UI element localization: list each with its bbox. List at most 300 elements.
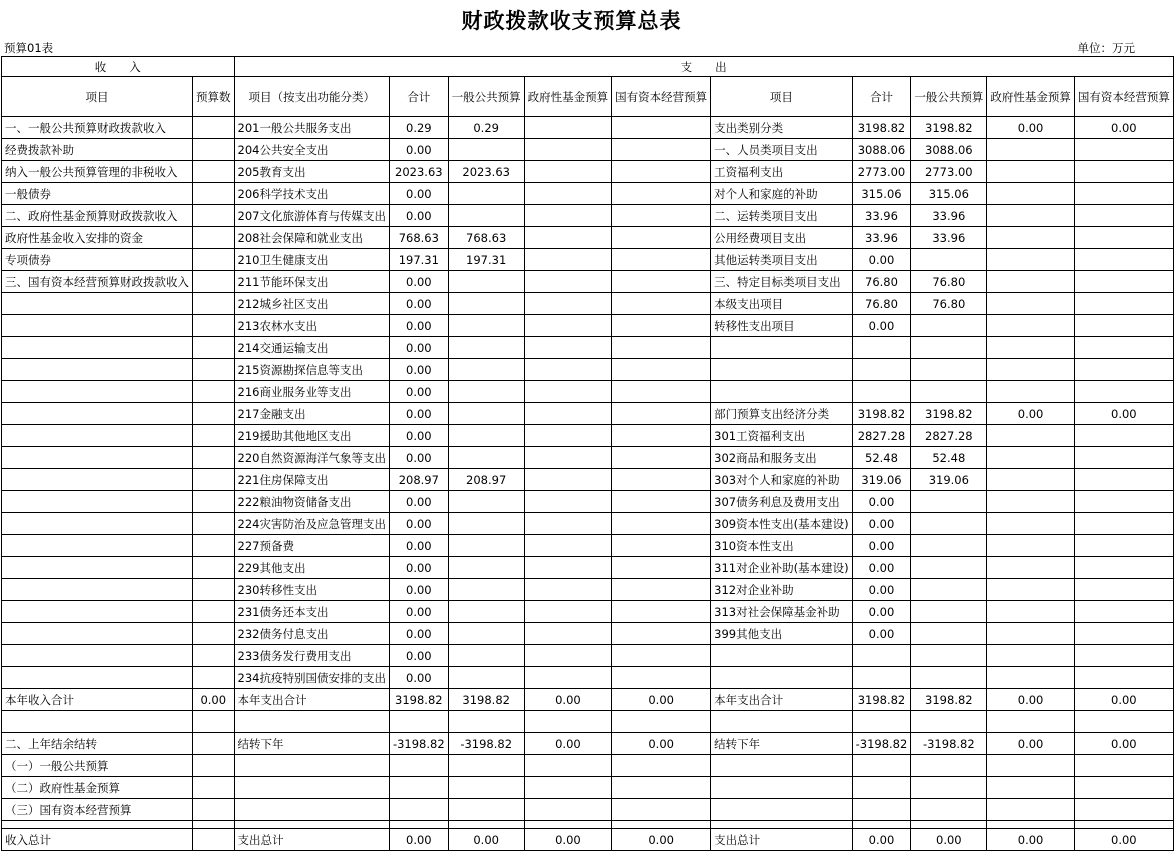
cell-general2 bbox=[911, 359, 987, 381]
cell-general2 bbox=[911, 491, 987, 513]
cell-income-item bbox=[2, 337, 193, 359]
cell-income-budget bbox=[193, 293, 235, 315]
cell-fund2 bbox=[987, 447, 1075, 469]
cell-income-item bbox=[2, 623, 193, 645]
cell-total2: 315.06 bbox=[852, 183, 911, 205]
table-row bbox=[2, 117, 1174, 139]
cell-total: 208.97 bbox=[389, 469, 448, 491]
cell-func-item: 221住房保障支出 bbox=[234, 469, 389, 491]
cell-item2: 307债务利息及费用支出 bbox=[711, 491, 852, 513]
cell-income-item bbox=[2, 359, 193, 381]
cell-soe2 bbox=[1074, 645, 1173, 667]
cell-income-budget bbox=[193, 821, 235, 829]
cell-total2: 52.48 bbox=[852, 447, 911, 469]
cell-item2 bbox=[711, 359, 852, 381]
cell-general bbox=[448, 205, 524, 227]
cell-soe bbox=[612, 645, 711, 667]
cell-income-budget bbox=[193, 271, 235, 293]
cell-income-budget bbox=[193, 381, 235, 403]
cell-fund bbox=[524, 293, 612, 315]
cell-fund2 bbox=[987, 513, 1075, 535]
cell-soe bbox=[612, 667, 711, 689]
cell-total2: 0.00 bbox=[852, 535, 911, 557]
cell-soe bbox=[612, 799, 711, 821]
cell-fund2: 0.00 bbox=[987, 733, 1075, 755]
cell-func-item: 本年支出合计 bbox=[234, 689, 389, 711]
cell-fund2: 0.00 bbox=[987, 403, 1075, 425]
cell-fund2 bbox=[987, 601, 1075, 623]
col-total: 合计 bbox=[389, 77, 448, 117]
cell-income-item: 专项债券 bbox=[2, 249, 193, 271]
cell-soe: 0.00 bbox=[612, 829, 711, 851]
table-row bbox=[2, 821, 1174, 829]
cell-soe2 bbox=[1074, 601, 1173, 623]
cell-item2: 部门预算支出经济分类 bbox=[711, 403, 852, 425]
cell-fund2 bbox=[987, 711, 1075, 733]
cell-fund2 bbox=[987, 359, 1075, 381]
cell-income-item bbox=[2, 667, 193, 689]
cell-func-item: 229其他支出 bbox=[234, 557, 389, 579]
cell-income-item bbox=[2, 821, 193, 829]
cell-func-item: 215资源勘探信息等支出 bbox=[234, 359, 389, 381]
table-row bbox=[2, 623, 1174, 645]
cell-income-item: 三、国有资本经营预算财政拨款收入 bbox=[2, 271, 193, 293]
cell-income-budget bbox=[193, 447, 235, 469]
col-soe-budget: 国有资本经营预算 bbox=[612, 77, 711, 117]
cell-total: 0.00 bbox=[389, 447, 448, 469]
form-number: 预算01表 bbox=[4, 41, 54, 55]
cell-item2 bbox=[711, 667, 852, 689]
cell-total2 bbox=[852, 777, 911, 799]
cell-total: 197.31 bbox=[389, 249, 448, 271]
cell-total2: 0.00 bbox=[852, 829, 911, 851]
cell-fund2 bbox=[987, 271, 1075, 293]
cell-income-item bbox=[2, 425, 193, 447]
cell-total2 bbox=[852, 337, 911, 359]
cell-general bbox=[448, 623, 524, 645]
cell-fund: 0.00 bbox=[524, 733, 612, 755]
cell-total2: 0.00 bbox=[852, 249, 911, 271]
cell-item2 bbox=[711, 777, 852, 799]
cell-total2: 0.00 bbox=[852, 491, 911, 513]
cell-soe2 bbox=[1074, 139, 1173, 161]
cell-income-item bbox=[2, 293, 193, 315]
cell-fund bbox=[524, 403, 612, 425]
cell-income-item bbox=[2, 315, 193, 337]
cell-total2: 2773.00 bbox=[852, 161, 911, 183]
cell-general2 bbox=[911, 249, 987, 271]
cell-fund2 bbox=[987, 205, 1075, 227]
cell-general2 bbox=[911, 579, 987, 601]
table-row bbox=[2, 425, 1174, 447]
cell-soe bbox=[612, 535, 711, 557]
cell-total2 bbox=[852, 381, 911, 403]
cell-soe2 bbox=[1074, 557, 1173, 579]
cell-income-item bbox=[2, 513, 193, 535]
cell-general2 bbox=[911, 821, 987, 829]
cell-income-budget bbox=[193, 315, 235, 337]
cell-fund bbox=[524, 315, 612, 337]
cell-soe2 bbox=[1074, 513, 1173, 535]
table-row bbox=[2, 667, 1174, 689]
cell-soe2: 0.00 bbox=[1074, 733, 1173, 755]
cell-fund: 0.00 bbox=[524, 829, 612, 851]
table-row bbox=[2, 227, 1174, 249]
cell-fund bbox=[524, 513, 612, 535]
cell-func-item: 216商业服务业等支出 bbox=[234, 381, 389, 403]
cell-general bbox=[448, 183, 524, 205]
cell-income-item bbox=[2, 469, 193, 491]
cell-item2 bbox=[711, 337, 852, 359]
cell-item2: 公用经费项目支出 bbox=[711, 227, 852, 249]
cell-soe: 0.00 bbox=[612, 733, 711, 755]
table-row bbox=[2, 469, 1174, 491]
cell-func-item: 227预备费 bbox=[234, 535, 389, 557]
cell-income-budget bbox=[193, 117, 235, 139]
cell-item2 bbox=[711, 711, 852, 733]
cell-soe bbox=[612, 623, 711, 645]
cell-income-budget bbox=[193, 425, 235, 447]
cell-soe2 bbox=[1074, 227, 1173, 249]
cell-total2: 3088.06 bbox=[852, 139, 911, 161]
cell-item2: 工资福利支出 bbox=[711, 161, 852, 183]
cell-func-item: 210卫生健康支出 bbox=[234, 249, 389, 271]
cell-func-item: 212城乡社区支出 bbox=[234, 293, 389, 315]
cell-func-item bbox=[234, 711, 389, 733]
cell-fund bbox=[524, 821, 612, 829]
cell-general2 bbox=[911, 755, 987, 777]
cell-general2 bbox=[911, 315, 987, 337]
cell-fund2 bbox=[987, 623, 1075, 645]
cell-item2: 二、运转类项目支出 bbox=[711, 205, 852, 227]
cell-total2: 2827.28 bbox=[852, 425, 911, 447]
cell-fund2 bbox=[987, 667, 1075, 689]
cell-fund bbox=[524, 469, 612, 491]
cell-func-item: 234抗疫特别国债安排的支出 bbox=[234, 667, 389, 689]
cell-soe2: 0.00 bbox=[1074, 117, 1173, 139]
cell-func-item: 222粮油物资储备支出 bbox=[234, 491, 389, 513]
cell-income-budget bbox=[193, 139, 235, 161]
cell-soe bbox=[612, 513, 711, 535]
cell-general2 bbox=[911, 337, 987, 359]
cell-income-item bbox=[2, 557, 193, 579]
budget-table bbox=[1, 56, 1174, 851]
table-row bbox=[2, 689, 1174, 711]
cell-soe: 0.00 bbox=[612, 689, 711, 711]
cell-general bbox=[448, 271, 524, 293]
cell-total2 bbox=[852, 711, 911, 733]
cell-total: 0.00 bbox=[389, 381, 448, 403]
cell-fund2 bbox=[987, 293, 1075, 315]
cell-item2: 其他运转类项目支出 bbox=[711, 249, 852, 271]
table-row bbox=[2, 271, 1174, 293]
cell-general bbox=[448, 337, 524, 359]
cell-total: 0.00 bbox=[389, 829, 448, 851]
cell-fund bbox=[524, 491, 612, 513]
cell-fund bbox=[524, 139, 612, 161]
cell-soe bbox=[612, 711, 711, 733]
cell-general2 bbox=[911, 777, 987, 799]
cell-general bbox=[448, 535, 524, 557]
cell-total: -3198.82 bbox=[389, 733, 448, 755]
cell-income-item: 经费拨款补助 bbox=[2, 139, 193, 161]
cell-fund bbox=[524, 183, 612, 205]
cell-fund2 bbox=[987, 645, 1075, 667]
cell-total: 0.00 bbox=[389, 491, 448, 513]
cell-soe2 bbox=[1074, 205, 1173, 227]
cell-fund bbox=[524, 381, 612, 403]
cell-total: 0.29 bbox=[389, 117, 448, 139]
cell-soe2 bbox=[1074, 425, 1173, 447]
cell-income-budget bbox=[193, 667, 235, 689]
cell-soe bbox=[612, 139, 711, 161]
col-general-budget2: 一般公共预算 bbox=[911, 77, 987, 117]
table-row bbox=[2, 315, 1174, 337]
table-row bbox=[2, 447, 1174, 469]
cell-fund bbox=[524, 601, 612, 623]
cell-income-item bbox=[2, 491, 193, 513]
cell-soe2 bbox=[1074, 799, 1173, 821]
cell-general bbox=[448, 579, 524, 601]
cell-item2: 312对企业补助 bbox=[711, 579, 852, 601]
cell-income-budget bbox=[193, 249, 235, 271]
cell-item2: 303对个人和家庭的补助 bbox=[711, 469, 852, 491]
table-row bbox=[2, 601, 1174, 623]
cell-soe bbox=[612, 183, 711, 205]
cell-general2: 3198.82 bbox=[911, 689, 987, 711]
cell-total2: 3198.82 bbox=[852, 117, 911, 139]
cell-general2 bbox=[911, 513, 987, 535]
cell-fund2 bbox=[987, 139, 1075, 161]
table-row bbox=[2, 777, 1174, 799]
table-row bbox=[2, 829, 1174, 851]
cell-soe2 bbox=[1074, 161, 1173, 183]
cell-func-item: 208社会保障和就业支出 bbox=[234, 227, 389, 249]
cell-fund2 bbox=[987, 161, 1075, 183]
cell-soe2 bbox=[1074, 183, 1173, 205]
cell-fund bbox=[524, 755, 612, 777]
cell-income-budget bbox=[193, 829, 235, 851]
cell-func-item: 213农林水支出 bbox=[234, 315, 389, 337]
cell-total: 0.00 bbox=[389, 359, 448, 381]
cell-general: 0.29 bbox=[448, 117, 524, 139]
col-income-item: 项目 bbox=[2, 77, 193, 117]
cell-general: 0.00 bbox=[448, 829, 524, 851]
cell-general bbox=[448, 821, 524, 829]
cell-soe2 bbox=[1074, 447, 1173, 469]
cell-fund bbox=[524, 623, 612, 645]
cell-total2: 0.00 bbox=[852, 623, 911, 645]
col-income-budget: 预算数 bbox=[193, 77, 235, 117]
cell-income-budget bbox=[193, 491, 235, 513]
cell-fund2 bbox=[987, 315, 1075, 337]
cell-item2 bbox=[711, 821, 852, 829]
cell-fund bbox=[524, 799, 612, 821]
cell-total2 bbox=[852, 359, 911, 381]
cell-func-item: 201一般公共服务支出 bbox=[234, 117, 389, 139]
cell-soe2 bbox=[1074, 711, 1173, 733]
cell-income-item bbox=[2, 601, 193, 623]
cell-fund2 bbox=[987, 469, 1075, 491]
cell-fund2: 0.00 bbox=[987, 117, 1075, 139]
cell-total: 0.00 bbox=[389, 535, 448, 557]
cell-total2 bbox=[852, 667, 911, 689]
cell-general bbox=[448, 777, 524, 799]
table-row bbox=[2, 293, 1174, 315]
cell-soe2 bbox=[1074, 667, 1173, 689]
cell-total: 0.00 bbox=[389, 271, 448, 293]
cell-fund2 bbox=[987, 183, 1075, 205]
cell-general2 bbox=[911, 623, 987, 645]
cell-fund2 bbox=[987, 557, 1075, 579]
table-row bbox=[2, 557, 1174, 579]
table-row bbox=[2, 733, 1174, 755]
cell-fund: 0.00 bbox=[524, 689, 612, 711]
cell-income-budget: 0.00 bbox=[193, 689, 235, 711]
cell-soe2 bbox=[1074, 315, 1173, 337]
cell-income-item bbox=[2, 535, 193, 557]
cell-fund2 bbox=[987, 249, 1075, 271]
cell-income-budget bbox=[193, 557, 235, 579]
cell-income-budget bbox=[193, 469, 235, 491]
cell-income-item: 一般债券 bbox=[2, 183, 193, 205]
cell-soe2 bbox=[1074, 821, 1173, 829]
cell-total2: 33.96 bbox=[852, 227, 911, 249]
col-fund-budget: 政府性基金预算 bbox=[524, 77, 612, 117]
table-row bbox=[2, 711, 1174, 733]
cell-func-item: 206科学技术支出 bbox=[234, 183, 389, 205]
cell-item2: 转移性支出项目 bbox=[711, 315, 852, 337]
col-total2: 合计 bbox=[852, 77, 911, 117]
cell-income-budget bbox=[193, 733, 235, 755]
cell-income-budget bbox=[193, 755, 235, 777]
cell-income-item: 本年收入合计 bbox=[2, 689, 193, 711]
cell-func-item: 结转下年 bbox=[234, 733, 389, 755]
cell-func-item: 204公共安全支出 bbox=[234, 139, 389, 161]
cell-income-budget bbox=[193, 513, 235, 535]
cell-soe bbox=[612, 557, 711, 579]
cell-total2: 3198.82 bbox=[852, 403, 911, 425]
cell-soe2 bbox=[1074, 535, 1173, 557]
cell-soe2 bbox=[1074, 755, 1173, 777]
cell-general bbox=[448, 425, 524, 447]
cell-income-budget bbox=[193, 359, 235, 381]
cell-fund bbox=[524, 579, 612, 601]
cell-soe2 bbox=[1074, 491, 1173, 513]
cell-func-item bbox=[234, 821, 389, 829]
unit-label: 单位：万元 bbox=[1077, 41, 1135, 55]
cell-item2 bbox=[711, 755, 852, 777]
table-row bbox=[2, 161, 1174, 183]
cell-func-item: 207文化旅游体育与传媒支出 bbox=[234, 205, 389, 227]
cell-func-item: 219援助其他地区支出 bbox=[234, 425, 389, 447]
cell-soe bbox=[612, 227, 711, 249]
cell-general2 bbox=[911, 381, 987, 403]
cell-general2 bbox=[911, 645, 987, 667]
cell-income-budget bbox=[193, 711, 235, 733]
cell-total2: 0.00 bbox=[852, 579, 911, 601]
cell-total2: -3198.82 bbox=[852, 733, 911, 755]
cell-income-item bbox=[2, 447, 193, 469]
cell-soe bbox=[612, 491, 711, 513]
cell-fund2 bbox=[987, 799, 1075, 821]
cell-total2 bbox=[852, 645, 911, 667]
cell-general2: 3198.82 bbox=[911, 117, 987, 139]
cell-total2 bbox=[852, 821, 911, 829]
cell-total: 0.00 bbox=[389, 205, 448, 227]
cell-fund bbox=[524, 535, 612, 557]
table-row bbox=[2, 359, 1174, 381]
cell-income-item: 纳入一般公共预算管理的非税收入 bbox=[2, 161, 193, 183]
cell-general bbox=[448, 447, 524, 469]
cell-general: 208.97 bbox=[448, 469, 524, 491]
cell-general2: 2827.28 bbox=[911, 425, 987, 447]
cell-fund2 bbox=[987, 227, 1075, 249]
cell-general: 2023.63 bbox=[448, 161, 524, 183]
col-func-item: 项目（按支出功能分类） bbox=[234, 77, 389, 117]
cell-general bbox=[448, 645, 524, 667]
cell-soe2 bbox=[1074, 359, 1173, 381]
cell-income-budget bbox=[193, 183, 235, 205]
cell-total: 3198.82 bbox=[389, 689, 448, 711]
table-row bbox=[2, 513, 1174, 535]
cell-func-item: 233债务发行费用支出 bbox=[234, 645, 389, 667]
cell-total: 0.00 bbox=[389, 667, 448, 689]
col-fund-budget2: 政府性基金预算 bbox=[987, 77, 1075, 117]
expense-section-header: 支 出 bbox=[234, 57, 1173, 77]
cell-total2: 76.80 bbox=[852, 293, 911, 315]
table-row bbox=[2, 645, 1174, 667]
cell-income-item: 收入总计 bbox=[2, 829, 193, 851]
cell-general: 3198.82 bbox=[448, 689, 524, 711]
cell-item2: 一、人员类项目支出 bbox=[711, 139, 852, 161]
cell-fund bbox=[524, 359, 612, 381]
cell-total: 0.00 bbox=[389, 623, 448, 645]
cell-income-item: （一）一般公共预算 bbox=[2, 755, 193, 777]
income-section-header: 收 入 bbox=[2, 57, 235, 77]
cell-soe bbox=[612, 755, 711, 777]
cell-item2: 支出总计 bbox=[711, 829, 852, 851]
cell-fund bbox=[524, 205, 612, 227]
cell-soe bbox=[612, 359, 711, 381]
cell-soe2 bbox=[1074, 271, 1173, 293]
cell-func-item: 支出总计 bbox=[234, 829, 389, 851]
cell-income-budget bbox=[193, 535, 235, 557]
cell-income-item: （二）政府性基金预算 bbox=[2, 777, 193, 799]
cell-func-item: 211节能环保支出 bbox=[234, 271, 389, 293]
cell-income-item bbox=[2, 711, 193, 733]
cell-item2: 309资本性支出(基本建设) bbox=[711, 513, 852, 535]
cell-general2 bbox=[911, 711, 987, 733]
cell-income-item bbox=[2, 579, 193, 601]
cell-total2: 0.00 bbox=[852, 557, 911, 579]
cell-fund bbox=[524, 271, 612, 293]
cell-general2: 76.80 bbox=[911, 293, 987, 315]
table-row bbox=[2, 205, 1174, 227]
cell-total2 bbox=[852, 799, 911, 821]
cell-soe2 bbox=[1074, 623, 1173, 645]
col-general-budget: 一般公共预算 bbox=[448, 77, 524, 117]
cell-general: -3198.82 bbox=[448, 733, 524, 755]
cell-general2: 315.06 bbox=[911, 183, 987, 205]
cell-income-item: 二、上年结余结转 bbox=[2, 733, 193, 755]
cell-general bbox=[448, 293, 524, 315]
cell-fund bbox=[524, 425, 612, 447]
cell-general bbox=[448, 755, 524, 777]
cell-soe bbox=[612, 293, 711, 315]
cell-general bbox=[448, 359, 524, 381]
cell-income-budget bbox=[193, 403, 235, 425]
